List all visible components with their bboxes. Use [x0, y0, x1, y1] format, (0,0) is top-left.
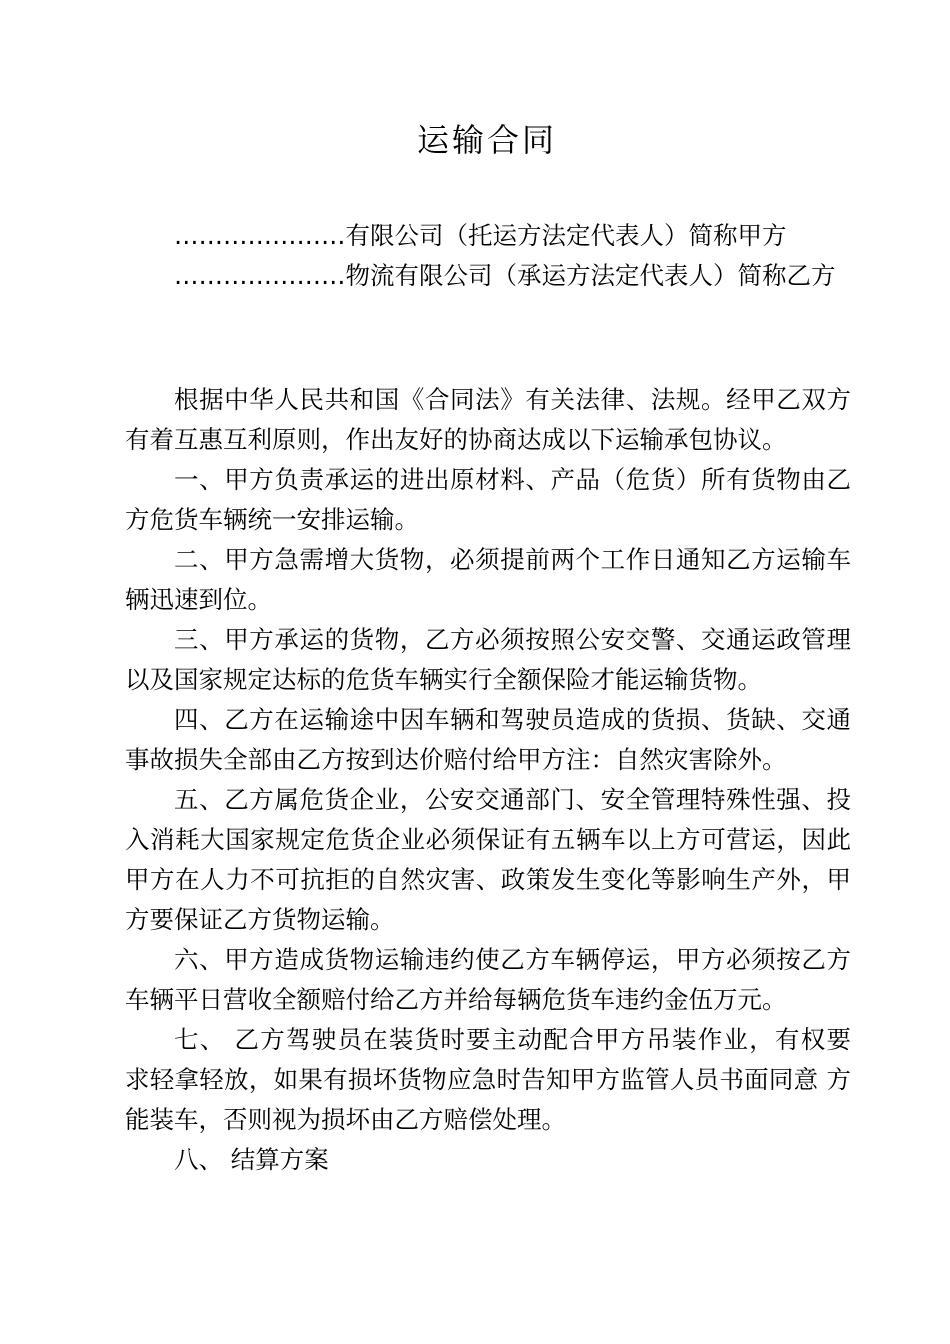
parties-block — [125, 216, 851, 296]
party-b-line: …………………物流有限公司（承运方法定代表人）简称乙方 — [174, 261, 836, 290]
clauses-block — [125, 380, 851, 1180]
clause-7: 七、 乙方驾驶员在装货时要主动配合甲方吊装作业，有权要 求轻拿轻放，如果有损坏货物应急时告知甲方监管人员书面同意 方能装车，否则视为损坏由乙方赔偿处理。 — [125, 1025, 851, 1134]
party-a-line: …………………有限公司（托运方法定代表人）简称甲方 — [174, 221, 787, 250]
clause-8: 八、 结算方案 — [174, 1145, 329, 1174]
preamble-paragraph: 根据中华人民共和国《合同法》有关法律、法规。经甲乙双方有着互惠互利原则，作出友好的协商达成以下运输承包协议。 — [125, 385, 851, 454]
clause-6: 六、甲方造成货物运输违约使乙方车辆停运，甲方必须按乙方车辆平日营收全额赔付给乙方并给每辆危货车违约金伍万元。 — [125, 945, 851, 1014]
clause-4: 四、乙方在运输途中因车辆和驾驶员造成的货损、货缺、交通事故损失全部由乙方按到达价赔付给甲方注：自然灾害除外。 — [125, 705, 851, 774]
clause-3: 三、甲方承运的货物，乙方必须按照公安交警、交通运政管理以及国家规定达标的危货车辆实行全额保险才能运输货物。 — [125, 625, 851, 694]
clause-5: 五、乙方属危货企业，公安交通部门、安全管理特殊性强、投入消耗大国家规定危货企业必须保证有五辆车以上方可营运，因此甲方在人力不可抗拒的自然灾害、政策发生变化等影响生产外，甲方要保证乙方货物运输。 — [125, 785, 851, 934]
clause-1: 一、甲方负责承运的进出原材料、产品（危货）所有货物由乙方危货车辆统一安排运输。 — [125, 465, 851, 534]
clause-2: 二、甲方急需增大货物，必须提前两个工作日通知乙方运输车辆迅速到位。 — [125, 545, 851, 614]
document-title: 运输合同 — [416, 121, 557, 159]
